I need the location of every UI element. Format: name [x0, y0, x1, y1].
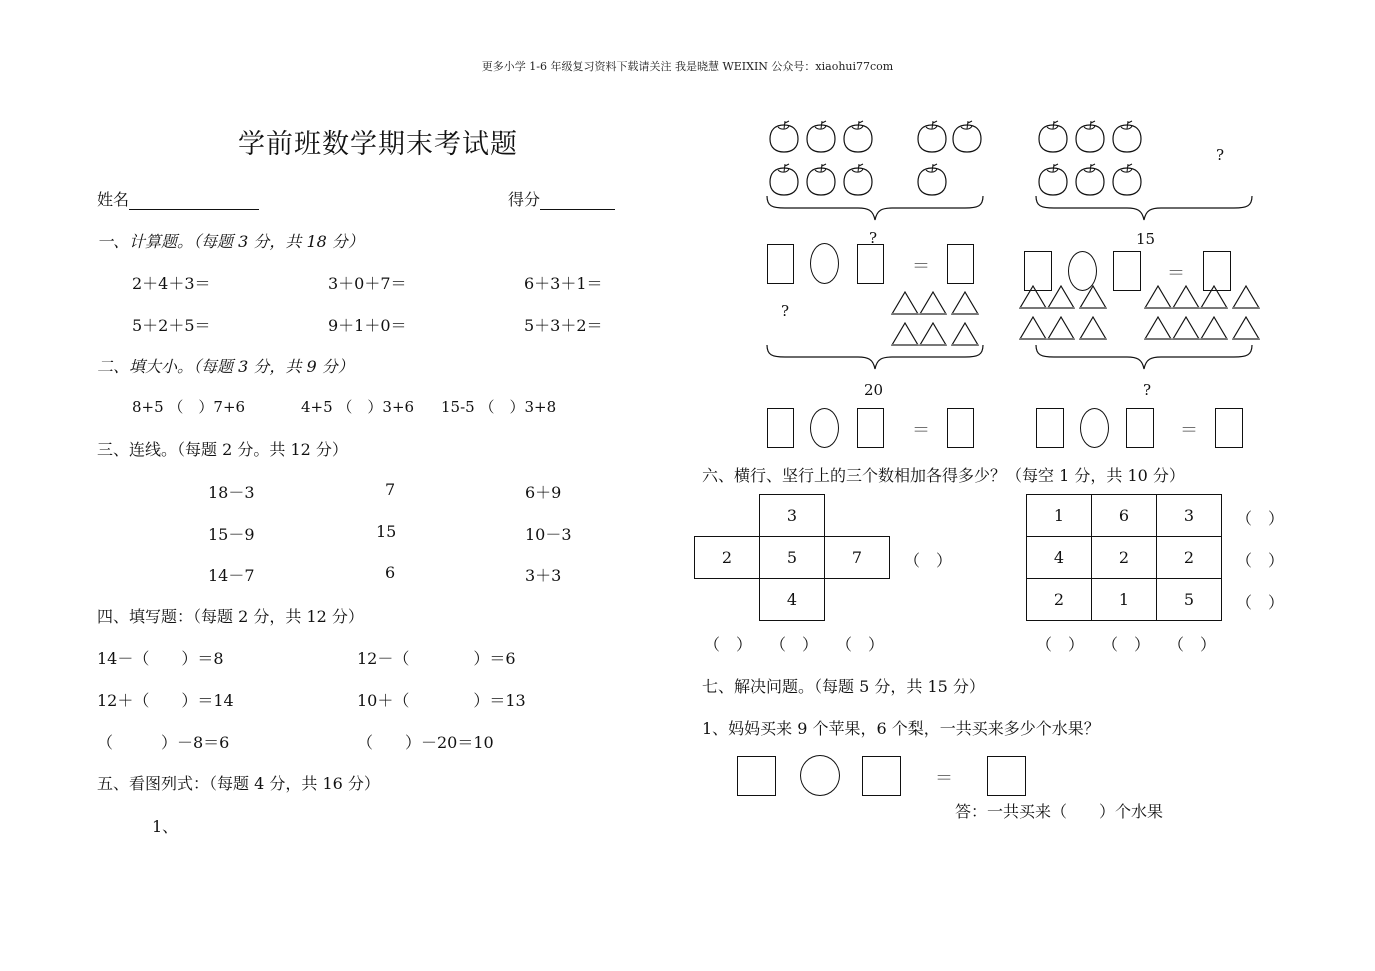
cell: 1: [1027, 495, 1092, 537]
answer-box[interactable]: [947, 408, 974, 448]
equals-sign: ＝: [912, 420, 930, 441]
answer-box[interactable]: [947, 244, 974, 284]
match-left: 18－3: [208, 483, 255, 502]
operator-oval[interactable]: [1068, 251, 1097, 291]
match-middle: 6: [385, 563, 396, 582]
cell: 1: [1092, 579, 1157, 621]
fill-item: 12－（ ）＝6: [357, 649, 516, 668]
sub-label: 1、: [152, 817, 179, 836]
cell: 3: [760, 495, 825, 537]
word-problem-1: 1、妈妈买来 9 个苹果，6 个梨，一共买来多少个水果？: [702, 719, 1100, 738]
answer-box[interactable]: [737, 756, 776, 796]
name-label: 姓名: [97, 190, 130, 209]
question-label: ?: [781, 302, 790, 320]
brace-icon: [767, 345, 983, 369]
fill-item: 14－（ ）＝8: [97, 649, 224, 668]
section-6-title: 六、横行、坚行上的三个数相加各得多少？（每空 1 分，共 10 分）: [702, 466, 1185, 485]
section-3-title: 三、连线。（每题 2 分。共 12 分）: [97, 440, 348, 459]
compare-item: 8+5 （ ）7+6: [132, 398, 246, 416]
total-label: ?: [1143, 381, 1152, 399]
match-middle: 15: [376, 522, 397, 541]
cell: 5: [1157, 579, 1222, 621]
fill-item: （ ）－20＝10: [357, 733, 494, 752]
answer-box[interactable]: [1036, 408, 1064, 448]
operator-oval[interactable]: [810, 243, 839, 284]
cell: 3: [1157, 495, 1222, 537]
triangle-icon: [892, 292, 978, 345]
brace-icon: [1036, 345, 1252, 369]
answer-sentence: 答：一共买来（ ）个水果: [955, 802, 1164, 821]
section-4-title: 四、填写题：（每题 2 分，共 12 分）: [97, 607, 364, 626]
answer-box[interactable]: [1024, 251, 1052, 291]
score-label: 得分: [508, 190, 541, 209]
match-left: 15－9: [208, 525, 255, 544]
compare-item: 15-5 （ ）3+8: [441, 398, 557, 416]
sum-blank[interactable]: （ ）: [1236, 509, 1285, 528]
match-right: 6＋9: [525, 483, 562, 502]
fill-item: 12＋（ ）＝14: [97, 691, 234, 710]
sum-blank[interactable]: （ ）: [770, 635, 819, 654]
cell: 4: [760, 579, 825, 621]
match-right: 3＋3: [525, 566, 562, 585]
match-middle: 7: [385, 480, 396, 499]
total-label: 15: [1136, 230, 1156, 248]
answer-box[interactable]: [857, 244, 884, 284]
cell: 5: [760, 537, 825, 579]
cell: 2: [695, 537, 760, 579]
question-label: ?: [1216, 146, 1225, 164]
sum-blank[interactable]: （ ）: [1036, 635, 1085, 654]
answer-box[interactable]: [862, 756, 901, 796]
sum-blank[interactable]: （ ）: [704, 635, 753, 654]
apple-icon: [1039, 121, 1141, 195]
calc-item: 9＋1＋0＝: [328, 316, 407, 335]
section-1-title: 一、计算题。（每题 3 分，共 18 分）: [97, 232, 364, 251]
calc-item: 3＋0＋7＝: [328, 274, 407, 293]
answer-box[interactable]: [767, 244, 794, 284]
match-left: 14－7: [208, 566, 255, 585]
page-title: 学前班数学期末考试题: [238, 129, 518, 160]
calc-item: 6＋3＋1＝: [524, 274, 603, 293]
calc-item: 5＋2＋5＝: [132, 316, 211, 335]
equals-sign: ＝: [1180, 420, 1198, 441]
number-grid: [1026, 494, 1222, 621]
section-7-title: 七、解决问题。（每题 5 分，共 15 分）: [702, 677, 985, 696]
sum-blank[interactable]: （ ）: [1102, 635, 1151, 654]
equals-sign: ＝: [912, 256, 930, 277]
section-5-title: 五、看图列式：（每题 4 分，共 16 分）: [97, 774, 380, 793]
header-note: 更多小学 1-6 年级复习资料下载请关注 我是晓慧 WEIXIN 公众号：xiaohui77com: [481, 60, 894, 73]
calc-item: 5＋3＋2＝: [524, 316, 603, 335]
answer-box[interactable]: [1113, 251, 1141, 291]
cell: 7: [825, 537, 890, 579]
section-2-title: 二、填大小。（每题 3 分，共 9 分）: [97, 357, 354, 376]
fill-item: （ ）－8＝6: [97, 733, 230, 752]
cell: 6: [1092, 495, 1157, 537]
operator-oval[interactable]: [1080, 408, 1109, 448]
sum-blank[interactable]: （ ）: [1236, 593, 1285, 612]
answer-box[interactable]: [767, 408, 794, 448]
calc-item: 2＋4＋3＝: [132, 274, 211, 293]
sum-blank[interactable]: （ ）: [1168, 635, 1217, 654]
answer-box[interactable]: [857, 408, 884, 448]
equals-sign: ＝: [935, 768, 953, 789]
answer-box[interactable]: [1215, 408, 1243, 448]
match-right: 10－3: [525, 525, 572, 544]
total-label: 20: [864, 381, 884, 399]
cross-grid: [694, 494, 890, 621]
answer-box[interactable]: [1126, 408, 1154, 448]
cell: 2: [1092, 537, 1157, 579]
equals-sign: ＝: [1167, 263, 1185, 284]
cell: 4: [1027, 537, 1092, 579]
apple-icon: [770, 121, 981, 195]
fill-item: 10＋（ ）＝13: [357, 691, 526, 710]
operator-circle[interactable]: [800, 755, 840, 796]
sum-blank[interactable]: （ ）: [904, 551, 953, 570]
compare-item: 4+5 （ ）3+6: [301, 398, 415, 416]
cell: 2: [1027, 579, 1092, 621]
answer-box[interactable]: [987, 756, 1026, 796]
brace-icon: [767, 196, 983, 220]
brace-icon: [1036, 196, 1252, 220]
answer-box[interactable]: [1203, 251, 1231, 291]
cell: 2: [1157, 537, 1222, 579]
sum-blank[interactable]: （ ）: [836, 635, 885, 654]
sum-blank[interactable]: （ ）: [1236, 551, 1285, 570]
operator-oval[interactable]: [810, 408, 839, 448]
triangle-icon: [1020, 286, 1259, 339]
total-label: ?: [869, 229, 878, 247]
